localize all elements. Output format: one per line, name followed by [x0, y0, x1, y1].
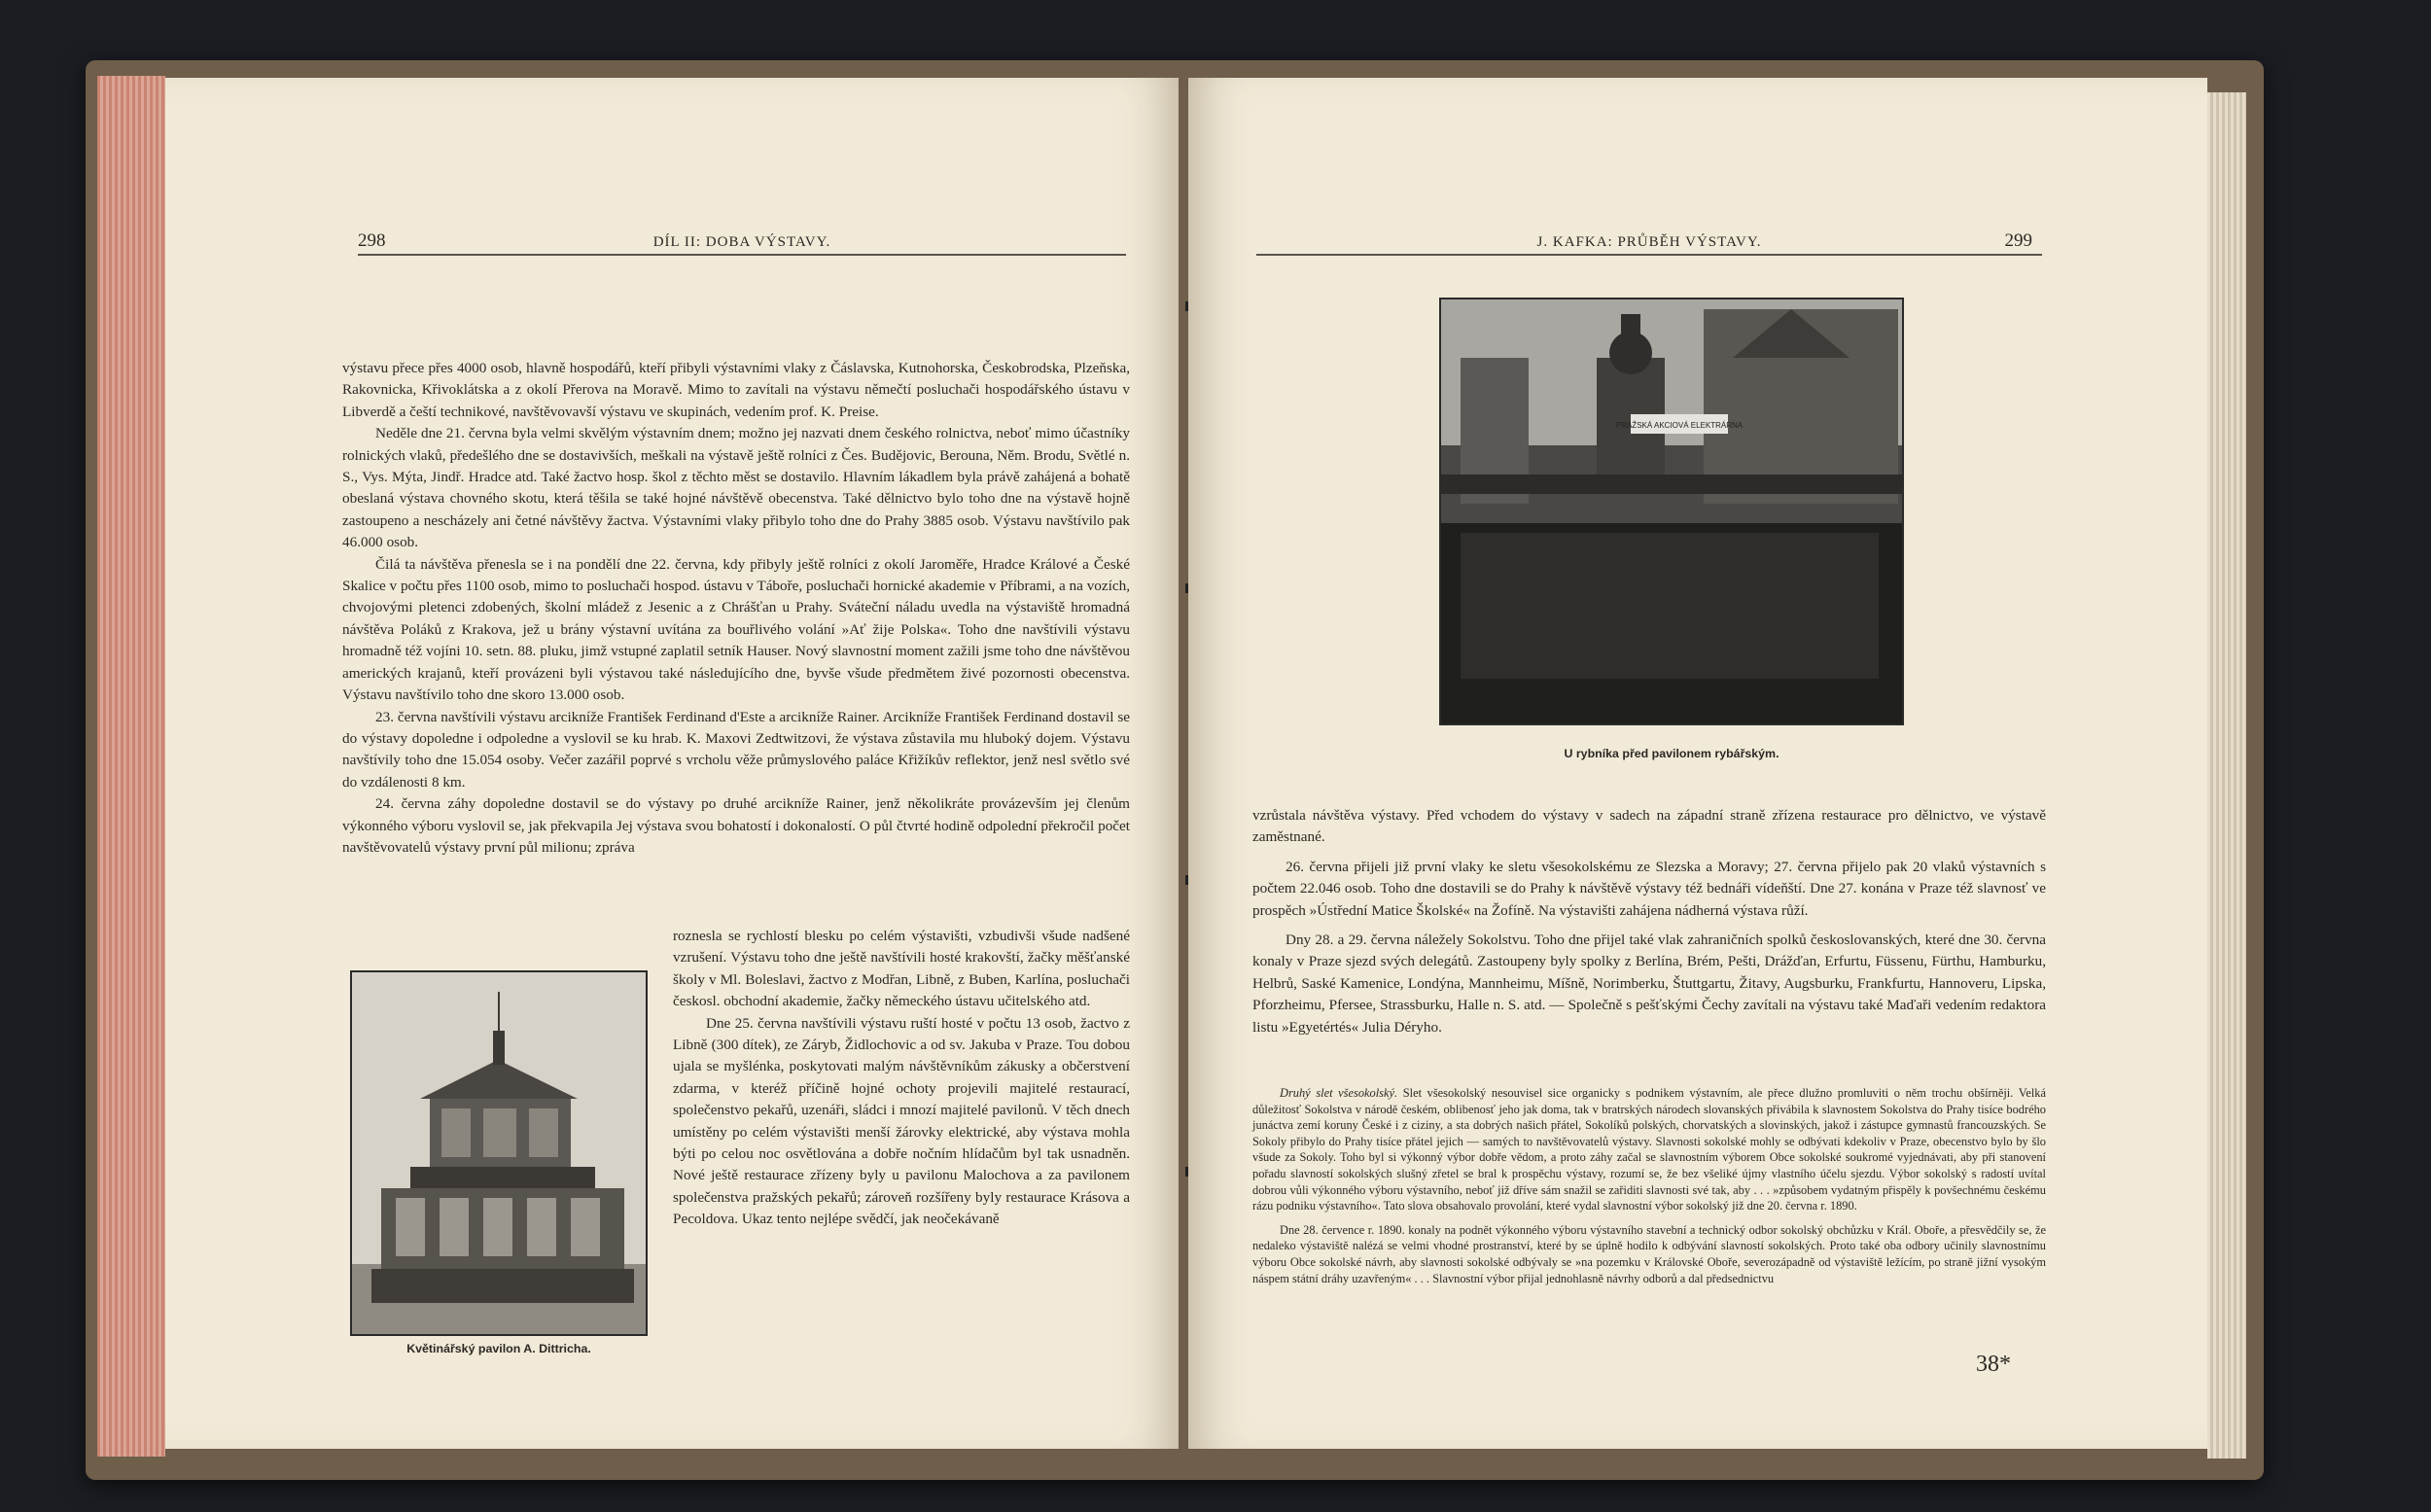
- left-page: [165, 78, 1179, 1449]
- paragraph: Čilá ta návštěva přenesla se i na pondělí dne 22. června, kdy přibyly ještě rolníci z okolí Jaroměře, Hradce Králové a České Skalice v počtu přes 1100 osob, mimo to posluchači hospod. ústavu v Táboře, posluchači hornické akademie v Příbrami, a na vozích, chvojovými pletenci zdobených, školní mládež z Jesenic a z Chrášťan u Prahy. Sváteční náladu uvedla na výstaviště hromadná návštěva Poláků z Krakova, jež u brány výstavní uvítána za bouřlivého volání »Ať žije Polska«. Toho dne navštívili výstavu hromadně též vojíni 10. setn. 88. pluku, jimž vstupné zaplatil setník Hauser. Nový slavnostní moment zažili jsme toho dne návštěvou amerických krajanů, kteří provázeni byli výstavou také následujícího dne, byvše všude předmětem živé pozornosti obecenstva. Výstavu navštívilo toho dne skoro 13.000 osob.: [342, 555, 1130, 704]
- pond-photo: [1439, 298, 1904, 725]
- pavilion-caption: Květinářský pavilon A. Dittricha.: [406, 1342, 591, 1355]
- paragraph: Neděle dne 21. června byla velmi skvělým výstavním dnem; možno jej nazvati dnem českého rolnictva, neboť mimo účastníky rolnických vlaků, předešlého dne se dostavivších, meškali na výstavě ještě rolníci z Čes. Budějovic, Berouna, Něm. Brodu, Světlé n. S., Vys. Mýta, Jindř. Hradce atd. Také žactvo hosp. škol z těchto měst se dostavilo. Hlavním lákadlem byla právě zahájená a bohatě obeslaná výstava chovného skotu, která těšila se také hojné návštěvě obecenstva. Také dělnictvo bylo toho dne na výstavě hojně zastoupeno a nescházely ani četné návštěvy žactva. Výstavními vlaky přibylo toho dne do Prahy 3885 osob. Výstavu navštívilo pak 46.000 osob.: [342, 425, 1130, 551]
- running-title: J. KAFKA: PRŮBĚH VÝSTAVY.: [1536, 234, 1762, 250]
- left-page-header: [358, 229, 1126, 256]
- paragraph: 26. června přijeli již první vlaky ke sletu všesokolskému ze Slezska a Moravy; 27. června přijelo pak 20 vlaků výstavních s počtem 22.046 osob. Toho dne dostavili se do Prahy k návštěvě výstavy též bednáři vídeňští. Dne 27. konána v Praze též slavnosť ve prospěch »Ústřední Matice Školské« na Žofíně. Na výstavišti zahájena nádherná výstava růží.: [1252, 858, 2046, 919]
- page-number: 299: [2004, 230, 2032, 251]
- stitch: [1185, 301, 1188, 311]
- right-page: [1188, 78, 2207, 1449]
- paragraph: Dny 28. a 29. června náležely Sokolstvu. Toho dne přijel také vlak zahraničních spolků českoslovanských, které dne 30. června konaly v Praze sjezd svých delegátů. Zastoupeny byly spolky z Berlína, Brém, Pešti, Drážďan, Erfurtu, Füssenu, Fürthu, Hamburku, Helbrů, Saské Kamenice, Londýna, Mannheimu, Míšně, Norimberku, Štuttgartu, Žitavy, Augsburku, Frankfurtu, Hannoveru, Lipska, Pforzheimu, Pfersee, Strassburku, Halle n. S. atd. — Společně s pešťskými Čechy zavítali na výstavu také Maďaři vedením redaktora listu »Egyetértés« Julia Déryho.: [1252, 932, 2046, 1036]
- small-paragraph: Slet všesokolský nesouvisel sice organicky s podnikem výstavním, ale přece dlužno promluviti o něm trochu obšírněji. Velká důležitosť Sokolstva v národě českém, oblibenosť jeho jak doma, tak v bratrských národech slovanských přivábila k slavnostem Sokolstva do Prahy tisíce bodrého junáctva zemí koruny České i z ciziny, a sta dobrých našich přátel, Sokolíků polských, chorvatských a slovinských, jakož i zástupce gymnastů francouzských. Se Sokoly přibylo do Prahy tisíce přátel jejich — samých to navštěvovatelů výstavy. Slavnosti sokolské mohly se odbývati kdekoliv v Praze, obecenstvo bylo by šlo všude za Sokoly. Toho byl si výkonný výbor dobře vědom, a proto záhy začal se slavnostním výborem Obce sokolské soukromé vyjednávati, aby při stanovení pořadu slavností sokolských slušný zřetel se bral k prospěchu výstavy, rozumí se, že bez všeliké újmy vlastního účelu sjezdu. Výbor sokolský s radostí uvítal dobrou vůli výkonného výboru výstavního, neboť již dříve sám snažil se zařiditi slavnosti své tak, aby . . . »způsobem vydatným přispěly k povšechnému českému rázu podniku výstavního«. Tato slova obsahovalo provolání, které vydal slavnostní výbor sokolský již dne 20. června r. 1890.: [1252, 1086, 2046, 1213]
- paragraph: vzrůstala návštěva výstavy. Před vchodem do výstavy v sadech na západní straně zřízena restaurace pro dělnictvo, ve výstavě zaměstnané.: [1252, 807, 2046, 846]
- stitch: [1185, 875, 1188, 885]
- left-column-text: [673, 926, 1130, 1231]
- paragraph: 23. června navštívili výstavu arcikníže František Ferdinand d'Este a arcikníže Rainer. Arcikníže František Ferdinand dostavil se do výstavy dopoledne i odpoledne a vyslovil se ku hrab. K. Maxovi Zedtwitzovi, že výstava zůstavila mu hluboký dojem. Výstavu navštívily toho dne 15.054 osoby. Večer zazářil poprvé s vrcholu věže průmyslového paláce Křižíkův reflektor, jenž nesl světlo své do vzdálenosti 8 km.: [342, 708, 1130, 791]
- pavilion-illustration: [352, 972, 646, 1334]
- running-title: DÍL II: DOBA VÝSTAVY.: [652, 234, 831, 250]
- right-main-text: [1252, 805, 2046, 1038]
- left-page-edges: [97, 76, 165, 1457]
- signature-mark: 38*: [1976, 1352, 2011, 1377]
- paragraph: roznesla se rychlostí blesku po celém výstavišti, vzbudivši všude nadšené vzrušení. Výstavu toho dne ještě navštívili hosté krakovští, žačky měšťanské školy v Ml. Boleslavi, žactvo z Modřan, Libně, z Buben, Karlína, posluchači českosl. obchodní akademie, žačky německého ústavu učitelského atd.: [673, 928, 1130, 1010]
- paragraph: 24. června záhy dopoledne dostavil se do výstavy po druhé arcikníže Rainer, jenž několikráte provázevším jej členům výkonného výboru vyslovil se, jak překvapila Jej výstava svou bohatostí i dokonalostí. O půl čtvrté hodině odpolední překročil počet navštěvovatelů výstavy první půl milionu; zpráva: [342, 795, 1130, 856]
- right-page-header: [1256, 229, 2042, 256]
- left-main-text: [342, 358, 1130, 859]
- stitch: [1185, 1167, 1188, 1177]
- pond-illustration: [1441, 299, 1902, 723]
- page-number: 298: [358, 230, 386, 251]
- small-paragraph: Dne 28. července r. 1890. konaly na podnět výkonného výboru výstavního stavební a technický odbor sokolský obchůzku v Král. Oboře, a přesvědčily se, že nedaleko výstaviště nalézá se velmi vhodné prostranství, které by se úplně hodilo k odbývání slavností sokolských. Proto také oba odbory učinily slavnostnímu výboru Obce sokolské návrh, aby slavnosti sokolské odbývaly se »na pozemku v Královské Oboře, severozápadně od výstaviště ležícím, po straně jižní vysokým náspem státní dráhy uzavřeným« . . . Slavnostní výbor přijal jednohlasně návrhy odborů a dal předsednictvu: [1252, 1222, 2046, 1285]
- pond-caption: U rybníka před pavilonem rybářským.: [1564, 747, 1779, 760]
- paragraph: výstavu přece přes 4000 osob, hlavně hospodářů, kteří přibyli výstavními vlaky z Čáslavska, Kutnohorska, Českobrodska, Plzeňska, Rakovnicka, Křivoklátska a z okolí Přerova na Moravě. Mimo to zavítali na výstavu němečtí posluchači hospodářského ústavu v Libverdě a čeští technikové, navštěvovavší výstavu ve skupinách, vedením prof. K. Preise.: [342, 360, 1130, 420]
- section-lead: Druhý slet všesokolský.: [1280, 1086, 1398, 1100]
- right-small-text: [1252, 1085, 2046, 1286]
- right-page-edges: [2207, 92, 2246, 1459]
- pavilion-photo: [350, 970, 648, 1336]
- banner-text: PRAŽSKÁ AKCIOVÁ ELEKTRÁRNA: [1615, 421, 1744, 430]
- stitch: [1185, 583, 1188, 593]
- paragraph: Dne 25. června navštívili výstavu ruští hosté v počtu 13 osob, žactvo z Libně (300 dítek), ze Záryb, Židlochovic a od sv. Jakuba v Praze. Tou dobou ujala se myšlénka, poskytovati malým návštěvníkům zákusky a občerstvení zdarma, v kteréž příčině hojné ochoty projevili majitelé restaurací, společenstvo pekařů, uzenáři, sládci i mnozí majitelé pavilonů. V těch dnech umístěny po celém výstavišti menší žárovky elektrické, aby výstava mohla býti po celou noc osvětlována a dobře nočním hlídačům byl tak usnadněn. Nové ještě restaurace zřízeny byly u pavilonu Malochova a za pavilonem společenstva pražských pekařů; zároveň rozšířeny byly restaurace Krásova a Pecoldova. Ukaz tento nejlépe svědčí, jak neočekávaně: [673, 1014, 1130, 1228]
